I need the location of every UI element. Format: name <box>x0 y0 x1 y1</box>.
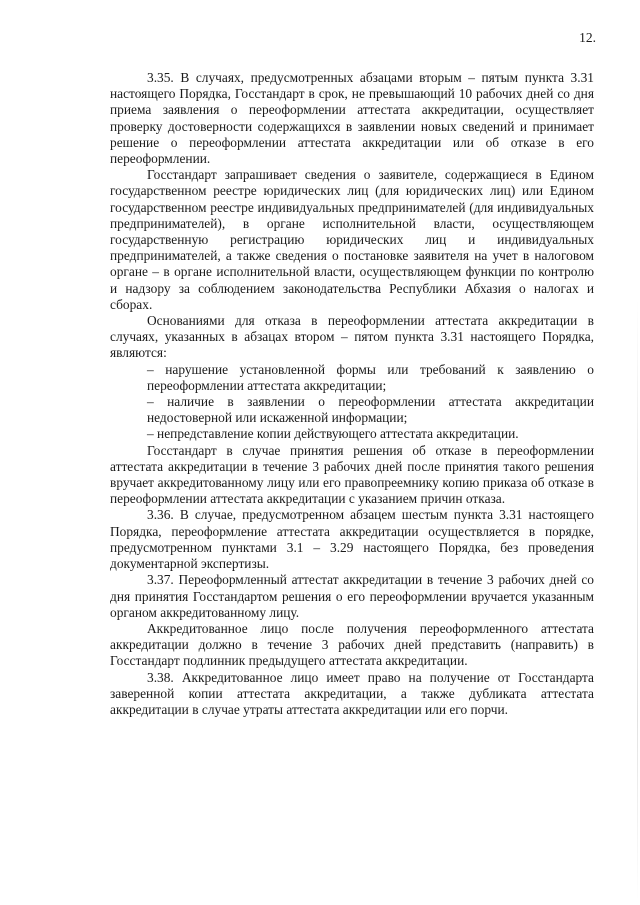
list-item-false-information: – наличие в заявлении о переоформлении аттестата аккредитации недостоверной или искаженной информации; <box>147 394 594 426</box>
paragraph-3-35: 3.35. В случаях, предусмотренных абзацами вторым – пятым пункта 3.31 настоящего Порядка, Госстандарт в срок, не превышающий 10 рабочих дней со дня приема заявления о переоформлении аттестата аккредитации, осуществляет проверку достоверности содержащихся в заявлении новых сведений и принимает решение о переоформлении аттестата аккредитации или об отказе в его переоформлении. <box>110 70 594 167</box>
paragraph-3-36: 3.36. В случае, предусмотренном абзацем шестым пункта 3.31 настоящего Порядка, переоформление аттестата аккредитации осуществляется в порядке, предусмотренном пунктами 3.1 – 3.29 настоящего Порядка, без проведения документарной экспертизы. <box>110 507 594 572</box>
paragraph-original-return: Аккредитованное лицо после получения переоформленного аттестата аккредитации должно в течение 3 рабочих дней представить (направить) в Госстандарт подлинник предыдущего аттестата аккредитации. <box>110 620 594 669</box>
list-item-no-copy: – непредставление копии действующего аттестата аккредитации. <box>147 426 519 442</box>
paragraph-refusal-grounds: Основаниями для отказа в переоформлении аттестата аккредитации в случаях, указанных в абзацах втором – пятом пункта 3.31 настоящего Порядка, являются: <box>110 313 594 361</box>
scan-edge-shadow <box>637 300 638 900</box>
paragraph-gosstandart-request: Госстандарт запрашивает сведения о заявителе, содержащиеся в Едином государственном реестре юридических лиц (для юридических лиц) или Едином государственном реестре индивидуальных предпринимателей (для индивидуальных предпринимателей), в органе исполнительной власти, осуществляющем государственную регистрацию юридических лиц и индивидуальных предпринимателей, а также сведения о постановке заявителя на учет в налоговом органе – в органе исполнительной власти, осуществляющем функции по контролю и надзору за соблюдением законодательства Республики Абхазия о налогах и сборах. <box>110 167 594 312</box>
page-number: 12. <box>579 30 596 45</box>
paragraph-3-37: 3.37. Переоформленный аттестат аккредитации в течение 3 рабочих дней со дня принятия Госстандартом решения о его переоформлении вручается указанным органом аккредитованному лицу. <box>110 572 594 620</box>
paragraph-refusal-delivery: Госстандарт в случае принятия решения об отказе в переоформлении аттестата аккредитации в течение 3 рабочих дней после принятия такого решения вручает аккредитованному лицу или его правопреемнику копию приказа об отказе в переоформлении аттестата аккредитации с указанием причин отказа. <box>110 442 594 507</box>
document-body <box>110 70 594 718</box>
paragraph-3-38: 3.38. Аккредитованное лицо имеет право на получение от Госстандарта заверенной копии аттестата аккредитации, а также дубликата аттестата аккредитации в случае утраты аттестата аккредитации или его порчи. <box>110 669 594 717</box>
list-item-form-violation: – нарушение установленной формы или требований к заявлению о переоформлении аттестата аккредитации; <box>147 361 594 393</box>
